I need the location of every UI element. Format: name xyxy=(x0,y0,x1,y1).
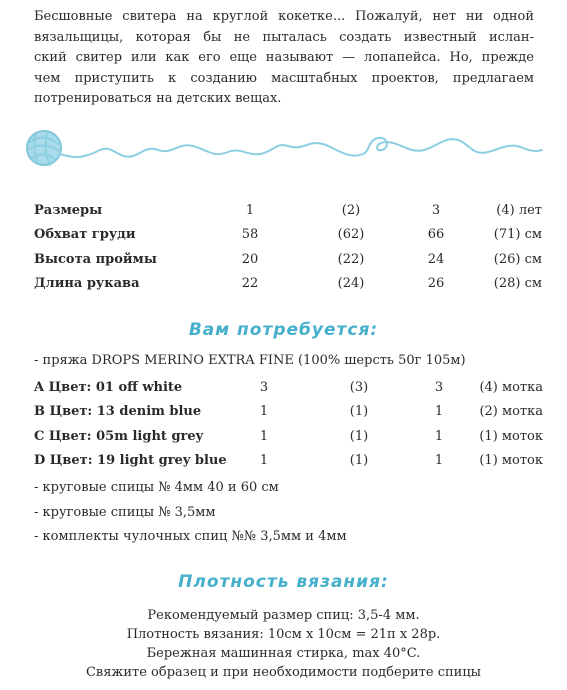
size-1-value: 58 xyxy=(241,227,259,243)
size-2-value: (1) xyxy=(349,428,369,444)
table-row xyxy=(34,400,543,425)
size-3-value: 3 xyxy=(431,202,441,218)
gauge-line: Рекомендуемый размер спиц: 3,5-4 мм. xyxy=(147,608,420,623)
size-1-value: 1 xyxy=(259,404,269,420)
size-1-value: 20 xyxy=(241,251,259,267)
size-1-value: 1 xyxy=(245,202,255,218)
gauge-block xyxy=(0,606,567,682)
gauge-line: Свяжите образец и при необходимости подберите спицы xyxy=(85,665,482,680)
size-2-value: (1) xyxy=(349,404,369,420)
table-row xyxy=(34,198,542,223)
size-4-value: (4) мотка xyxy=(479,379,543,395)
size-4-value: (2) мотка xyxy=(479,404,543,420)
yarn-ball-icon xyxy=(18,120,548,180)
color-label: B Цвет: 13 denim blue xyxy=(34,404,202,420)
size-1-value: 1 xyxy=(259,428,269,444)
size-2-value: (1) xyxy=(349,453,369,469)
size-4-value: (1) моток xyxy=(479,453,543,469)
color-label: D Цвет: 19 light grey blue xyxy=(34,453,227,469)
size-3-value: 24 xyxy=(427,251,445,267)
intro-paragraph xyxy=(34,7,534,110)
size-2-value: (24) xyxy=(337,276,365,292)
yarn-line: - пряжа DROPS MERINO EXTRA FINE (100% шерсть 50г 105м) xyxy=(34,353,466,368)
size-3-value: 26 xyxy=(427,276,445,292)
size-4-value: (71) см xyxy=(493,227,542,243)
needles-list xyxy=(34,476,347,550)
list-item: - круговые спицы № 3,5мм xyxy=(34,504,216,520)
size-3-value: 1 xyxy=(434,404,444,420)
gauge-line: Бережная машинная стирка, max 40°C. xyxy=(146,646,421,661)
size-3-value: 1 xyxy=(434,428,444,444)
table-row xyxy=(34,223,542,248)
colors-table xyxy=(34,375,543,473)
table-row xyxy=(34,449,543,474)
table-row xyxy=(34,247,542,272)
row-label: Обхват груди xyxy=(34,227,136,243)
sizes-table xyxy=(34,198,542,296)
gauge-line: Плотность вязания: 10см х 10см = 21п х 28р. xyxy=(126,627,441,642)
list-item: - комплекты чулочных спиц №№ 3,5мм и 4мм xyxy=(34,529,347,544)
intro-line: ский свитер или как его еще называют — лопапейса. Но, прежде xyxy=(34,50,534,65)
table-row xyxy=(34,272,542,297)
size-1-value: 22 xyxy=(241,276,259,292)
table-row xyxy=(34,375,543,400)
size-4-value: (1) моток xyxy=(479,428,543,444)
size-3-value: 66 xyxy=(427,227,445,243)
intro-line: вязальщицы, которая бы не пыталась создать известный ислан- xyxy=(34,29,534,45)
size-3-value: 1 xyxy=(434,453,444,469)
size-1-value: 1 xyxy=(259,453,269,469)
size-4-value: (4) лет xyxy=(496,202,542,218)
size-4-value: (28) см xyxy=(493,276,542,292)
table-row xyxy=(34,424,543,449)
size-2-value: (22) xyxy=(337,251,365,267)
intro-line: Бесшовные свитера на круглой кокетке... Пожалуй, нет ни одной xyxy=(34,9,534,24)
row-label: Длина рукава xyxy=(34,276,140,292)
intro-line: потренироваться на детских вещах. xyxy=(34,91,282,106)
size-2-value: (2) xyxy=(341,202,361,218)
size-2-value: (62) xyxy=(337,227,365,243)
size-1-value: 3 xyxy=(259,379,269,395)
row-label: Высота проймы xyxy=(34,251,157,267)
color-label: C Цвет: 05m light grey xyxy=(34,428,204,444)
color-label: A Цвет: 01 off white xyxy=(34,379,183,395)
size-4-value: (26) см xyxy=(493,251,542,267)
gauge-heading: Плотность вязания: xyxy=(178,572,389,592)
list-item: - круговые спицы № 4мм 40 и 60 см xyxy=(34,480,279,495)
size-2-value: (3) xyxy=(349,379,369,395)
size-3-value: 3 xyxy=(434,379,444,395)
intro-line: чем приступить к созданию масштабных проектов, предлагаем xyxy=(34,70,534,86)
row-label: Размеры xyxy=(34,202,103,218)
materials-heading: Вам потребуется: xyxy=(188,320,379,340)
